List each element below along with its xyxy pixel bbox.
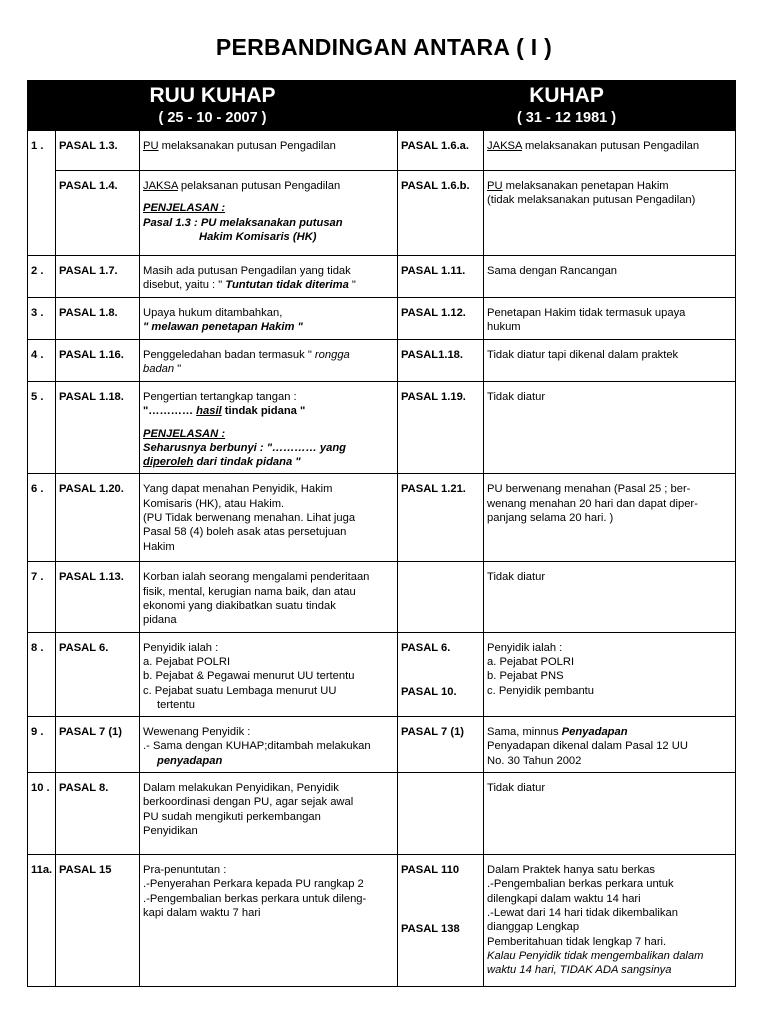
header-ruu-kuhap: [28, 81, 398, 131]
header-right-date: ( 31 - 12 1981 ): [516, 110, 617, 126]
pasal-left: PASAL 1.13.: [56, 562, 140, 632]
table-header-row: [28, 81, 736, 131]
table-row: [28, 632, 736, 716]
ruu-cell: Pengertian tertangkap tangan : "………… hasil tindak pidana " PENJELASAN : Seharusnya berbunyi : "………… yang diperoleh dari tindak pidana ": [140, 382, 398, 474]
kuhap-cell: Tidak diatur: [484, 562, 736, 632]
pasal-left: PASAL 1.3.: [56, 131, 140, 171]
ruu-cell: Penyidik ialah : a. Pejabat POLRI b. Pejabat & Pegawai menurut UU tertentu c. Pejabat suatu Lembaga menurut UU tertentu: [140, 632, 398, 716]
header-left-title: RUU KUHAP: [149, 84, 276, 107]
table-row: [28, 382, 736, 474]
table-row: [28, 855, 736, 987]
kuhap-cell: Sama, minnus Penyadapan Penyadapan dikenal dalam Pasal 12 UU No. 30 Tahun 2002: [484, 717, 736, 773]
pasal-left: PASAL 6.: [56, 632, 140, 716]
pasal-right: PASAL 1.21.: [398, 474, 484, 562]
pasal-right: PASAL1.18.: [398, 340, 484, 382]
ruu-cell: Penggeledahan badan termasuk " rongga badan ": [140, 340, 398, 382]
row-number: 5 .: [28, 382, 56, 474]
header-left-date: ( 25 - 10 - 2007 ): [158, 110, 267, 126]
kuhap-cell: Dalam Praktek hanya satu berkas .-Pengembalian berkas perkara untuk dilengkapi dalam waktu 14 hari .-Lewat dari 14 hari tidak dikembalikan dianggap Lengkap Pemberitahuan tidak lengkap 7 hari. Kalau Penyidik tidak mengembalikan dalam waktu 14 hari, TIDAK ADA sangsinya: [484, 855, 736, 987]
pasal-left: PASAL 15: [56, 855, 140, 987]
ruu-cell: JAKSA pelaksanan putusan Pengadilan PENJELASAN : Pasal 1.3 : PU melaksanakan putusan Hakim Komisaris (HK): [140, 171, 398, 256]
ruu-cell: Upaya hukum ditambahkan, " melawan penetapan Hakim ": [140, 298, 398, 340]
row-number: 7 .: [28, 562, 56, 632]
table-row: [28, 298, 736, 340]
table-row: [28, 474, 736, 562]
ruu-cell: Wewenang Penyidik : .- Sama dengan KUHAP;ditambah melakukan penyadapan: [140, 717, 398, 773]
row-number: 3 .: [28, 298, 56, 340]
row-number: 8 .: [28, 632, 56, 716]
kuhap-cell: PU berwenang menahan (Pasal 25 ; ber- wenang menahan 20 hari dan dapat diper- panjang selama 20 hari. ): [484, 474, 736, 562]
ruu-cell: Korban ialah seorang mengalami penderitaan fisik, mental, kerugian nama baik, dan atau ekonomi yang diakibatkan suatu tindak pidana: [140, 562, 398, 632]
ruu-cell: Dalam melakukan Penyidikan, Penyidik berkoordinasi dengan PU, agar sejak awal PU sudah mengikuti perkembangan Penyidikan: [140, 773, 398, 855]
table-row: [28, 773, 736, 855]
row-number: 9 .: [28, 717, 56, 773]
pasal-right: PASAL 6. PASAL 10.: [398, 632, 484, 716]
pasal-right: PASAL 1.6.b.: [398, 171, 484, 256]
kuhap-cell: Penyidik ialah : a. Pejabat POLRI b. Pejabat PNS c. Penyidik pembantu: [484, 632, 736, 716]
row-number: 6 .: [28, 474, 56, 562]
table-row: [28, 256, 736, 298]
pasal-left: PASAL 1.18.: [56, 382, 140, 474]
header-kuhap: [398, 81, 736, 131]
table-row: [28, 131, 736, 171]
row-number: 4 .: [28, 340, 56, 382]
kuhap-cell: JAKSA melaksanakan putusan Pengadilan: [484, 131, 736, 171]
pasal-left: PASAL 7 (1): [56, 717, 140, 773]
row-number: 10 .: [28, 773, 56, 855]
ruu-cell: PU melaksanakan putusan Pengadilan: [140, 131, 398, 171]
row-number: 11a.: [28, 855, 56, 987]
pasal-right: PASAL 7 (1): [398, 717, 484, 773]
kuhap-cell: Tidak diatur: [484, 773, 736, 855]
pasal-left: PASAL 1.16.: [56, 340, 140, 382]
pasal-right: PASAL 110 PASAL 138: [398, 855, 484, 987]
page-title: PERBANDINGAN ANTARA ( I ): [215, 34, 553, 60]
pasal-left: PASAL 1.20.: [56, 474, 140, 562]
pasal-right: PASAL 1.19.: [398, 382, 484, 474]
pasal-right-empty: [398, 773, 484, 855]
pasal-right-empty: [398, 562, 484, 632]
pasal-right: PASAL 1.6.a.: [398, 131, 484, 171]
table-row: [28, 171, 736, 256]
ruu-cell: Yang dapat menahan Penyidik, Hakim Komisaris (HK), atau Hakim. (PU Tidak berwenang menahan. Lihat juga Pasal 58 (4) boleh asak atas persetujuan Hakim: [140, 474, 398, 562]
comparison-table: [27, 80, 736, 987]
pasal-left: PASAL 1.4.: [56, 171, 140, 256]
kuhap-cell: Tidak diatur tapi dikenal dalam praktek: [484, 340, 736, 382]
table-row: [28, 562, 736, 632]
ruu-cell: Masih ada putusan Pengadilan yang tidak disebut, yaitu : " Tuntutan tidak diterima ": [140, 256, 398, 298]
pasal-left: PASAL 8.: [56, 773, 140, 855]
row-number: 1 .: [28, 131, 56, 256]
pasal-right: PASAL 1.11.: [398, 256, 484, 298]
table-row: [28, 717, 736, 773]
table-row: [28, 340, 736, 382]
pasal-right: PASAL 1.12.: [398, 298, 484, 340]
header-right-title: KUHAP: [529, 84, 604, 107]
ruu-cell: Pra-penuntutan : .-Penyerahan Perkara kepada PU rangkap 2 .-Pengembalian berkas perkara untuk dileng- kapi dalam waktu 7 hari: [140, 855, 398, 987]
pasal-left: PASAL 1.7.: [56, 256, 140, 298]
row-number: 2 .: [28, 256, 56, 298]
kuhap-cell: PU melaksanakan penetapan Hakim (tidak melaksanakan putusan Pengadilan): [484, 171, 736, 256]
pasal-left: PASAL 1.8.: [56, 298, 140, 340]
kuhap-cell: Sama dengan Rancangan: [484, 256, 736, 298]
kuhap-cell: Penetapan Hakim tidak termasuk upaya hukum: [484, 298, 736, 340]
kuhap-cell: Tidak diatur: [484, 382, 736, 474]
